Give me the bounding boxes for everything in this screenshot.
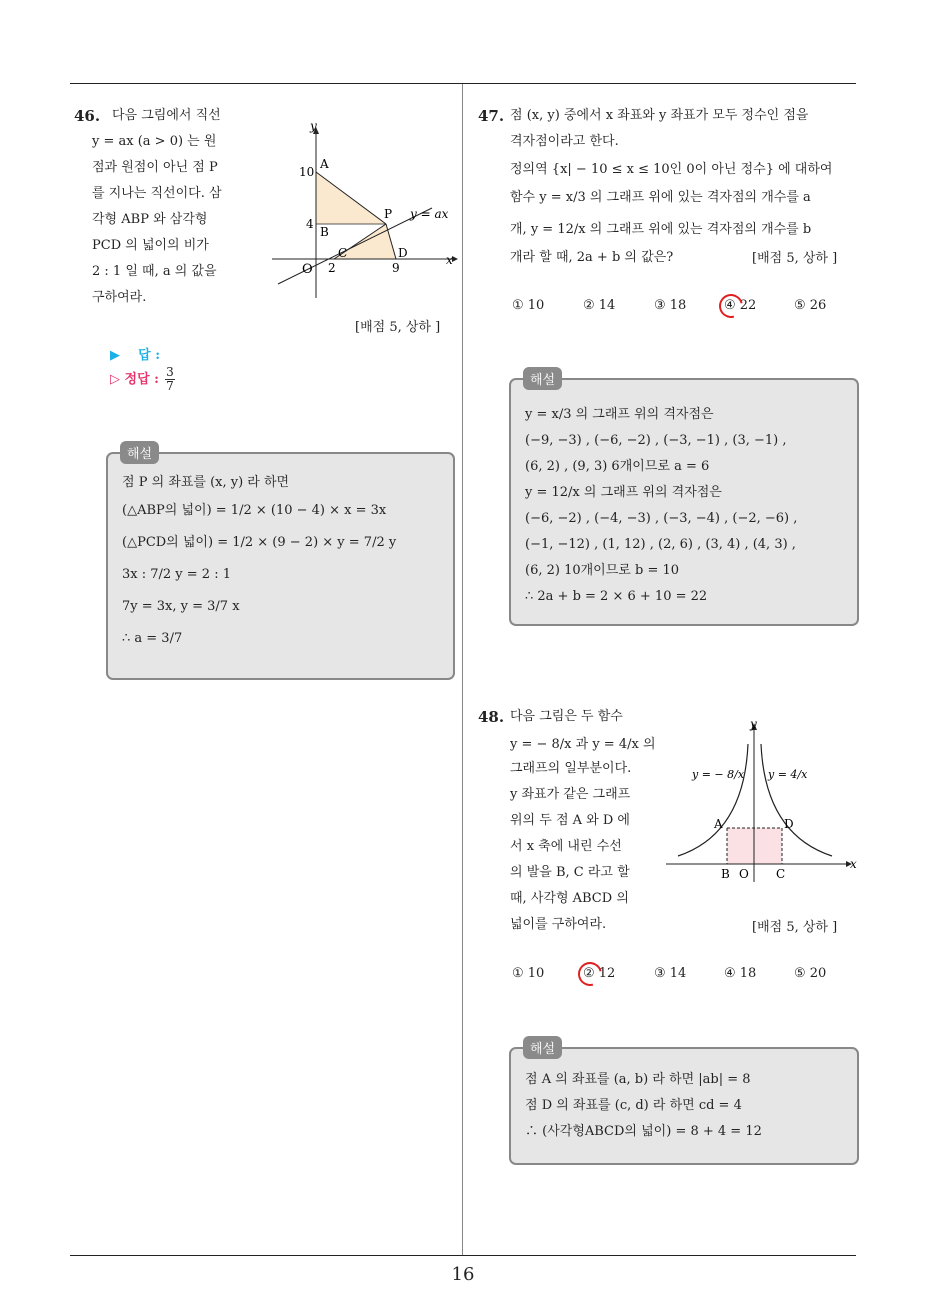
q48-choice-5[interactable]: ⑤ 20 xyxy=(794,966,827,981)
q46-line: 다음 그림에서 직선 xyxy=(112,108,221,123)
page-number: 16 xyxy=(451,1264,475,1285)
solution-line: 점 A 의 좌표를 (a, b) 라 하면 |ab| = 8 xyxy=(525,1072,751,1087)
solution-line: y = x/3 의 그래프 위의 격자점은 xyxy=(525,407,714,422)
y-axis-label: y xyxy=(310,119,317,133)
solution-line: 점 P 의 좌표를 (x, y) 라 하면 xyxy=(122,475,290,490)
label-4: 4 xyxy=(306,217,314,231)
q46-line: 를 지나는 직선이다. 삼 xyxy=(92,186,222,201)
x-axis-label: x xyxy=(850,857,857,871)
solution-line: 3x : 7/2 y = 2 : 1 xyxy=(122,567,231,582)
q47-block xyxy=(478,107,858,267)
q47-choices xyxy=(512,298,852,318)
q48-choice-3[interactable]: ③ 14 xyxy=(654,966,687,981)
solution-line: (−6, −2) , (−4, −3) , (−3, −4) , (−2, −6) , xyxy=(525,511,798,526)
label-d: D xyxy=(398,246,408,260)
solution-tag: 해설 xyxy=(120,441,159,464)
q47-line: 개라 할 때, 2a + b 의 값은? xyxy=(510,250,674,265)
label-a: A xyxy=(320,157,329,171)
q48-line: 위의 두 점 A 와 D 에 xyxy=(510,813,630,828)
q47-choice-5[interactable]: ⑤ 26 xyxy=(794,298,827,313)
label-c: C xyxy=(776,867,786,881)
solution-line: (−1, −12) , (1, 12) , (2, 6) , (3, 4) , (4, 3) , xyxy=(525,537,796,552)
solution-line: (6, 2) 10개이므로 b = 10 xyxy=(525,563,680,578)
q46-line: 각형 ABP 와 삼각형 xyxy=(92,212,208,227)
q48-block xyxy=(478,708,658,938)
q46-line: 점과 원점이 아닌 점 P xyxy=(92,160,218,175)
correct-numerator: 3 xyxy=(166,365,174,379)
play-icon: ▶ xyxy=(110,348,120,363)
top-rule xyxy=(70,83,856,84)
q48-choice-2[interactable]: ② 12 xyxy=(583,966,616,981)
q47-line: 점 (x, y) 중에서 x 좌표와 y 좌표가 모두 정수인 점을 xyxy=(510,108,809,123)
q47-choice-1[interactable]: ① 10 xyxy=(512,298,545,313)
q46-figure xyxy=(266,112,462,302)
q47-line: 개, y = 12/x 의 그래프 위에 있는 격자점의 개수를 b xyxy=(510,222,812,237)
left-curve-label: y = − 8/x xyxy=(692,768,745,781)
q48-solution-box xyxy=(509,1042,859,1165)
solution-line: y = 12/x 의 그래프 위의 격자점은 xyxy=(525,485,722,500)
solution-line: ∴ (사각형ABCD의 넓이) = 8 + 4 = 12 xyxy=(525,1124,762,1139)
q47-line: 함수 y = x/3 의 그래프 위에 있는 격자점의 개수를 a xyxy=(510,190,811,205)
correct-label: ▷ 정답 : xyxy=(110,372,159,387)
label-o: O xyxy=(739,867,749,881)
label-b: B xyxy=(721,867,730,881)
q47-choice-3[interactable]: ③ 18 xyxy=(654,298,687,313)
q48-choice-4[interactable]: ④ 18 xyxy=(724,966,757,981)
q47-choice-4[interactable]: ④ 22 xyxy=(724,298,757,313)
solution-tag: 해설 xyxy=(523,1036,562,1059)
q46-answer-row xyxy=(110,344,160,363)
q48-line: y = − 8/x 과 y = 4/x 의 xyxy=(510,737,656,752)
origin-label: O xyxy=(302,262,313,277)
correct-fraction xyxy=(165,366,175,393)
solution-line: (−9, −3) , (−6, −2) , (−3, −1) , (3, −1) , xyxy=(525,433,787,448)
q46-solution-box xyxy=(106,447,455,680)
y-axis-label: y xyxy=(750,717,757,731)
q48-choice-1[interactable]: ① 10 xyxy=(512,966,545,981)
q48-number: 48. xyxy=(478,708,505,726)
q46-correct-row xyxy=(110,366,177,393)
label-d: D xyxy=(784,817,794,831)
q48-line: 다음 그림은 두 함수 xyxy=(510,709,623,724)
solution-line: (6, 2) , (9, 3) 6개이므로 a = 6 xyxy=(525,459,710,474)
q48-line: y 좌표가 같은 그래프 xyxy=(510,787,631,802)
solution-line: 점 D 의 좌표를 (c, d) 라 하면 cd = 4 xyxy=(525,1098,742,1113)
label-10: 10 xyxy=(299,165,315,179)
q48-line: 그래프의 일부분이다. xyxy=(510,761,632,776)
q46-line: y = ax (a > 0) 는 원 xyxy=(92,134,217,149)
q48-line: 의 발을 B, C 라고 할 xyxy=(510,865,630,880)
q48-line: 넓이를 구하여라. xyxy=(510,917,607,932)
q46-score: [배점 5, 상하 ] xyxy=(355,320,441,335)
q47-solution-box xyxy=(509,373,859,626)
line-label: y = ax xyxy=(410,207,449,221)
label-9: 9 xyxy=(392,261,400,275)
column-divider xyxy=(462,84,463,1256)
x-axis-label: x xyxy=(446,253,453,267)
q46-number: 46. xyxy=(74,107,101,125)
q47-choice-2[interactable]: ② 14 xyxy=(583,298,616,313)
selected-circle-icon xyxy=(574,958,607,991)
q46-block xyxy=(74,107,264,317)
label-b: B xyxy=(320,225,329,239)
q48-line: 서 x 축에 내린 수선 xyxy=(510,839,622,854)
answer-label: 답 : xyxy=(138,348,161,363)
q47-line: 정의역 {x| − 10 ≤ x ≤ 10인 0이 아닌 정수} 에 대하여 xyxy=(510,162,833,177)
solution-line: (△PCD의 넓이) = 1/2 × (9 − 2) × y = 7/2 y xyxy=(122,535,397,550)
correct-denominator: 7 xyxy=(166,379,174,393)
label-c: C xyxy=(338,246,348,260)
solution-line: ∴ 2a + b = 2 × 6 + 10 = 22 xyxy=(525,589,708,604)
q47-score: [배점 5, 상하 ] xyxy=(752,251,838,266)
solution-line: ∴ a = 3/7 xyxy=(122,631,183,646)
solution-tag: 해설 xyxy=(523,367,562,390)
solution-line: (△ABP의 넓이) = 1/2 × (10 − 4) × x = 3x xyxy=(122,503,387,518)
q47-number: 47. xyxy=(478,107,505,125)
q46-line: 2 : 1 일 때, a 의 값을 xyxy=(92,264,217,279)
q48-line: 때, 사각형 ABCD 의 xyxy=(510,891,629,906)
label-2: 2 xyxy=(328,261,336,275)
right-curve-label: y = 4/x xyxy=(768,768,808,781)
label-a: A xyxy=(714,817,723,831)
q46-line: 구하여라. xyxy=(92,290,147,305)
label-p: P xyxy=(384,207,393,221)
bottom-rule xyxy=(70,1255,856,1256)
selected-circle-icon xyxy=(715,290,748,323)
q46-line: PCD 의 넓이의 비가 xyxy=(92,238,209,253)
solution-line: 7y = 3x, y = 3/7 x xyxy=(122,599,240,614)
q48-figure xyxy=(664,716,860,884)
q48-choices xyxy=(512,966,852,986)
q48-score: [배점 5, 상하 ] xyxy=(752,920,838,935)
q47-line: 격자점이라고 한다. xyxy=(510,134,619,149)
